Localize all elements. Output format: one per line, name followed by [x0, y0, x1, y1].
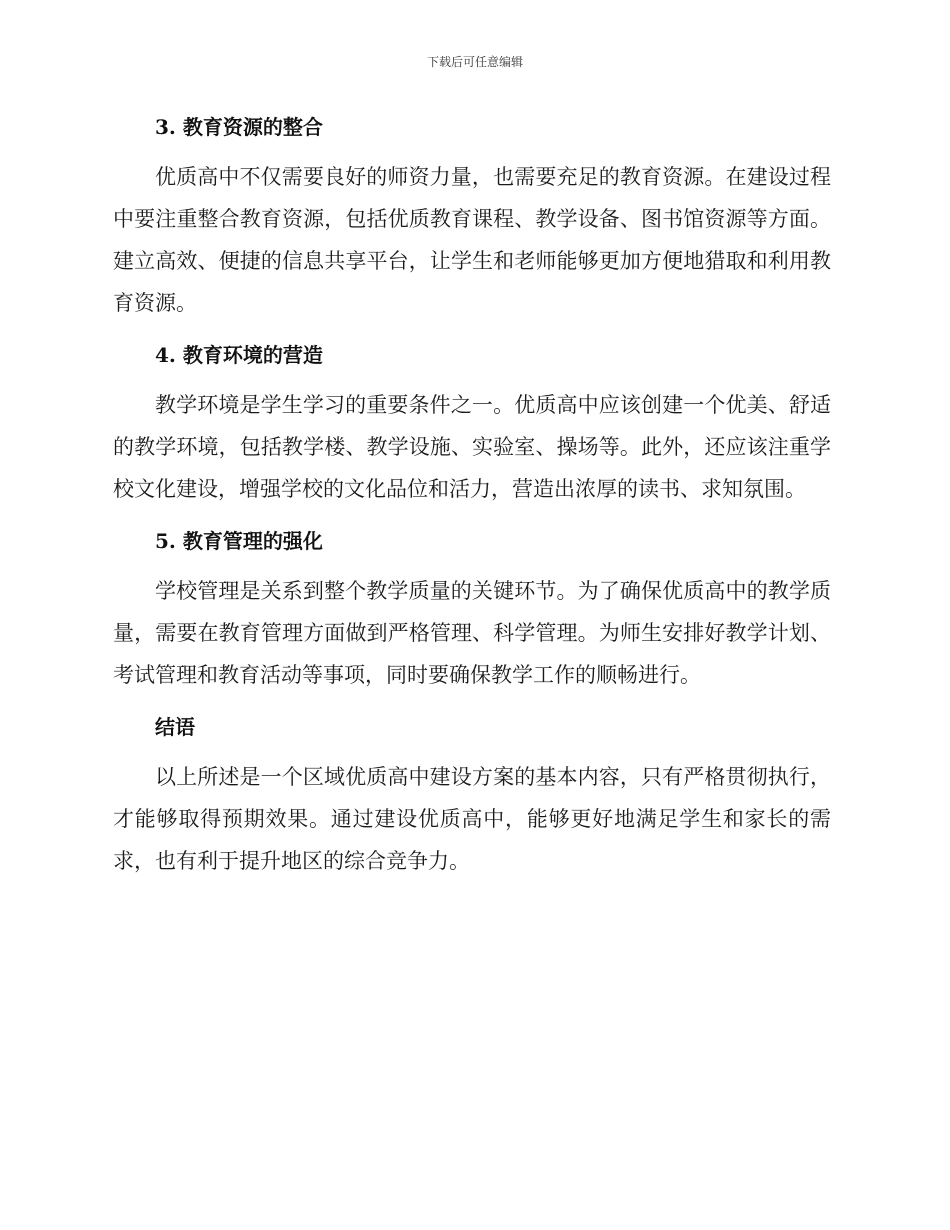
section-heading: 3. 教育资源的整合: [155, 115, 323, 139]
header-note: 下载后可任意编辑: [426, 55, 523, 69]
section-conclusion: [113, 712, 831, 882]
section-paragraph: 以上所述是一个区域优质高中建设方案的基本内容，只有严格贯彻执行，才能够取得预期效果。通过建设优质高中，能够更好地满足学生和家长的需求，也有利于提升地区的综合竞争力。: [113, 765, 831, 873]
section-paragraph: 教学环境是学生学习的重要条件之一。优质高中应该创建一个优美、舒适的教学环境，包括教学楼、教学设施、实验室、操场等。此外，还应该注重学校文化建设，增强学校的文化品位和活力，营造出浓厚的读书、求知氛围。: [113, 393, 831, 501]
section-paragraph: 优质高中不仅需要良好的师资力量，也需要充足的教育资源。在建设过程中要注重整合教育资源，包括优质教育课程、教学设备、图书馆资源等方面。建立高效、便捷的信息共享平台，让学生和老师能够更加方便地猎取和利用教育资源。: [113, 165, 831, 315]
section-heading: 4. 教育环境的营造: [155, 343, 323, 367]
section-education-management: [113, 526, 831, 696]
document-content: [113, 112, 831, 898]
section-education-resources: [113, 112, 831, 324]
section-heading: 5. 教育管理的强化: [155, 529, 323, 553]
section-education-environment: [113, 340, 831, 510]
section-paragraph: 学校管理是关系到整个教学质量的关键环节。为了确保优质高中的教学质量，需要在教育管理方面做到严格管理、科学管理。为师生安排好教学计划、考试管理和教育活动等事项，同时要确保教学工作的顺畅进行。: [113, 579, 831, 687]
section-heading: 结语: [155, 715, 195, 739]
